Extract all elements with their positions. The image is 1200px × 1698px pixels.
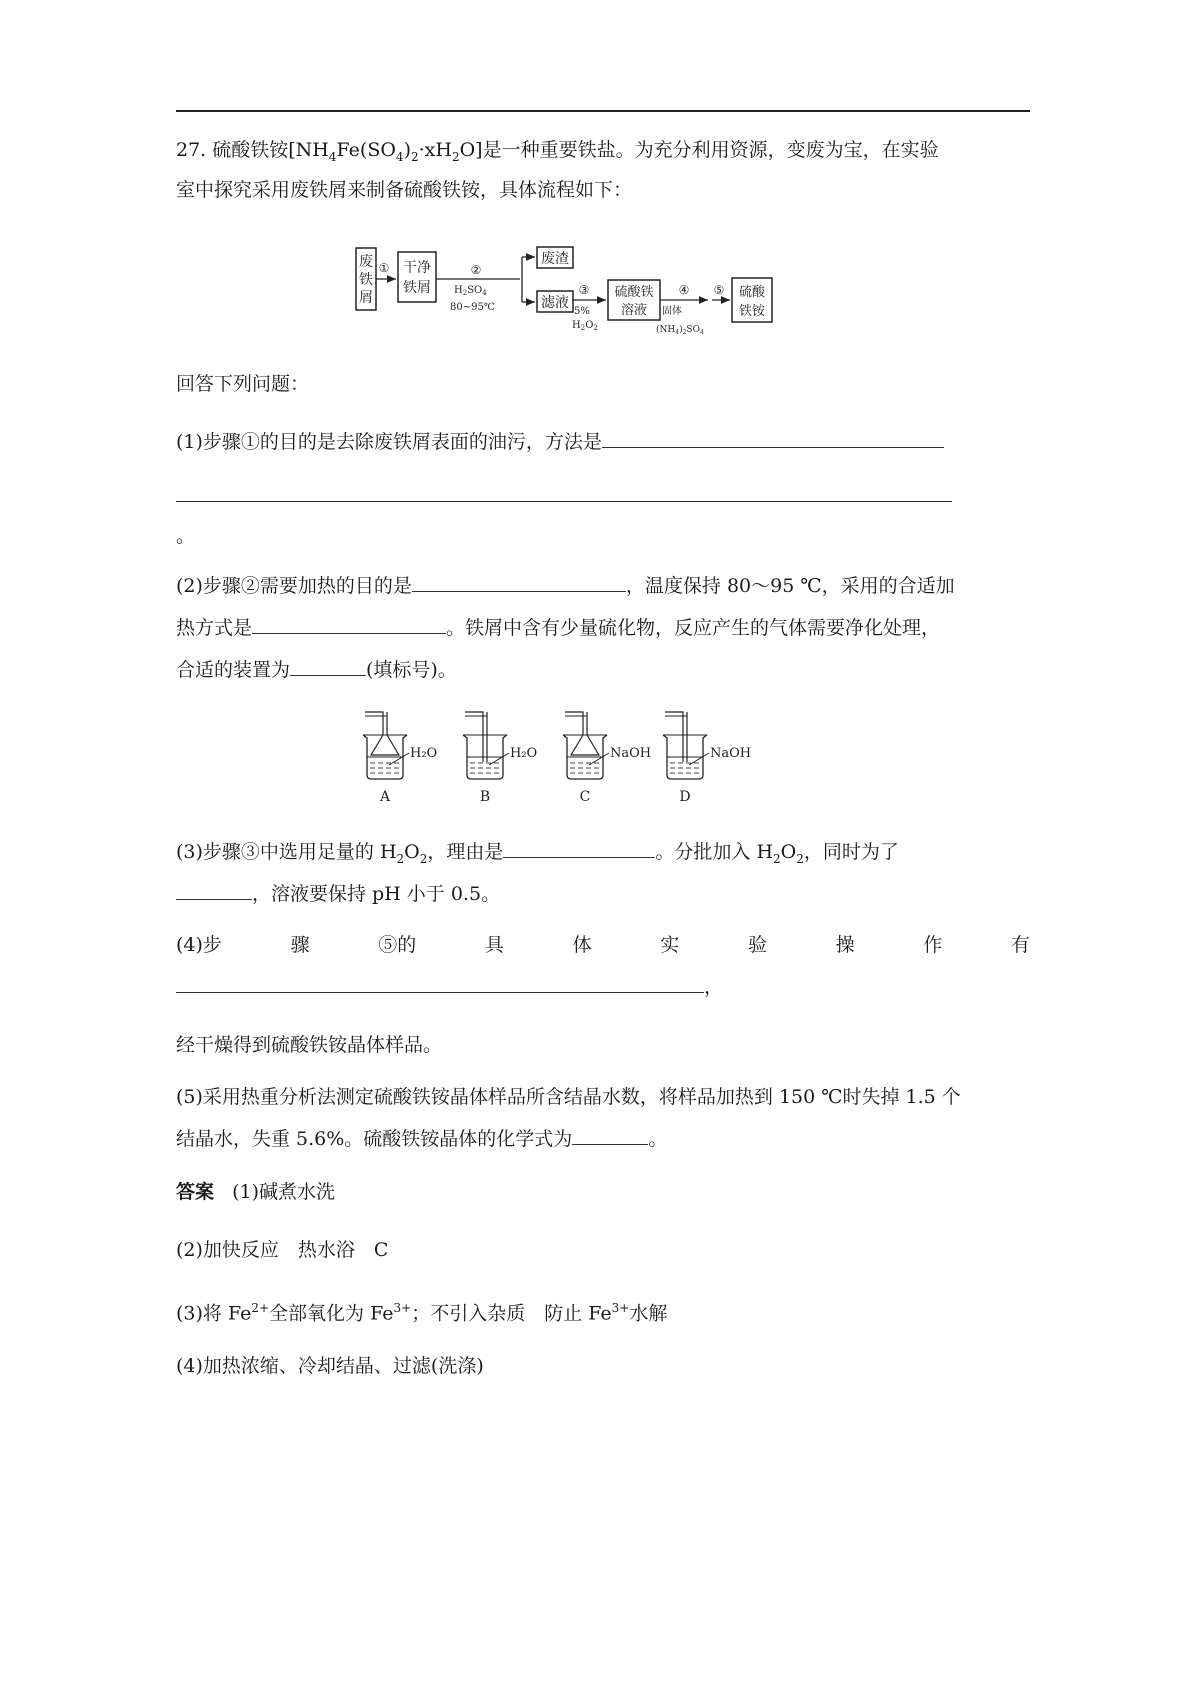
q4-word: 操 xyxy=(835,934,855,956)
answers-section: 答案 (1)碱煮水洗 (2)加快反应 热水浴 C (3)将 $Fe^{2+}$全部氧化为 $Fe^{3+}$；不引入杂质 防止 $Fe^{3+}$水解 (4)加热浓缩、冷却结晶、过滤(洗涤) xyxy=(176,1172,1030,1386)
q4-word: ⑤的 xyxy=(378,934,417,956)
answer-blank-q2-purpose[interactable] xyxy=(412,569,626,592)
prompt-text: 回答下列问题： xyxy=(176,373,310,395)
q4-word: 作 xyxy=(923,934,943,956)
svg-text:废: 废 xyxy=(359,254,373,270)
answer-blank-q2-method[interactable] xyxy=(252,611,446,634)
flow-box-clean-iron xyxy=(398,252,436,302)
process-flow-diagram xyxy=(350,240,790,354)
question-4: (4)步 骤 ⑤的 具 体 实 验 操 作 有 ， 经干燥得到硫酸铁铵晶体样品。 xyxy=(176,925,1030,1065)
question-intro-line2: 室中探究采用废铁屑来制备硫酸铁铵，具体流程如下： xyxy=(176,179,633,201)
reagent3-peroxide: $H_2O_2$ xyxy=(572,320,598,332)
liquid-label: NaOH xyxy=(610,746,652,761)
option-label: A xyxy=(379,789,391,805)
question-number: 27. xyxy=(176,139,207,161)
q4-word: 骤 xyxy=(290,934,310,956)
svg-text:废渣: 废渣 xyxy=(541,251,569,267)
svg-text:滤液: 滤液 xyxy=(541,295,569,311)
answer-2: (2)加快反应 热水浴 C xyxy=(176,1239,389,1261)
liquid-label: H₂O xyxy=(410,746,438,761)
flow-box-residue xyxy=(537,247,573,268)
header-rule xyxy=(176,110,1030,112)
flow-box-waste-iron xyxy=(356,248,376,310)
q4-word: 体 xyxy=(572,934,592,956)
flow-box-product xyxy=(732,278,772,322)
flow-box-ferric-solution xyxy=(608,280,660,320)
step3-label: ③ xyxy=(578,283,590,297)
question-4-line1 xyxy=(176,925,1030,965)
option-label: C xyxy=(579,789,591,805)
answer-blank-q2-device[interactable] xyxy=(290,653,366,676)
svg-text:溶液: 溶液 xyxy=(620,303,648,318)
beaker-b xyxy=(463,712,537,805)
beaker-d xyxy=(663,712,751,805)
question-3: (3)步骤③中选用足量的 $H_2O_2$，理由是 。分批加入 $H_2O_2$，同时为了 ，溶液要保持 pH 小于 0.5。 xyxy=(176,832,1030,914)
question-intro: 27. 硫酸铁铵$[NH_4Fe(SO_4)_2\cdot xH_2O]$是一种重要铁盐。为充分利用资源，变废为宝，在实验 室中探究采用废铁屑来制备硫酸铁铵，具体流程如下： xyxy=(176,130,1030,210)
question-1: (1)步骤①的目的是去除废铁屑表面的油污，方法是 。 xyxy=(176,422,1030,556)
q4-word: 实 xyxy=(660,934,680,956)
step4-label: ④ xyxy=(678,283,690,297)
svg-text:铁: 铁 xyxy=(359,272,373,288)
reagent2-temp: 80~95℃ xyxy=(450,302,496,313)
question-2: (2)步骤②需要加热的目的是 ，温度保持 80～95 ℃，采用的合适加 热方式是 。铁屑中含有少量硫化物，反应产生的气体需要净化处理， 合适的装置为 (填标号)。 xyxy=(176,566,1030,690)
question-5: (5)采用热重分析法测定硫酸铁铵晶体样品所含结晶水数，将样品加热到 150 ℃时失掉 1.5 个 结晶水，失重 5.6%。硫酸铁铵晶体的化学式为 。 xyxy=(176,1086,961,1150)
reagent4-salt: $(NH_4)_2SO_4$ xyxy=(656,325,704,336)
gas-absorption-apparatus xyxy=(355,705,775,814)
answers-label: 答案 xyxy=(176,1181,215,1203)
reagent3-percent: 5% xyxy=(574,306,590,317)
q4-word: (4)步 xyxy=(176,934,222,956)
beaker-a xyxy=(363,712,437,805)
svg-text:铁屑: 铁屑 xyxy=(403,280,431,296)
answer-blank-q1[interactable] xyxy=(602,425,944,448)
option-label: B xyxy=(479,789,491,805)
answer-blank-q5[interactable] xyxy=(572,1122,648,1145)
svg-text:硫酸铁: 硫酸铁 xyxy=(614,285,654,300)
step5-label: ⑤ xyxy=(713,283,725,297)
answer-3: (3)将 $Fe^{2+}$全部氧化为 $Fe^{3+}$；不引入杂质 防止 $Fe^{3+}$水解 xyxy=(176,1301,668,1325)
answer-blank-q3-purpose[interactable] xyxy=(176,877,252,900)
answer-blank-q3-reason[interactable] xyxy=(503,835,655,858)
q4-word: 具 xyxy=(484,934,504,956)
svg-text:屑: 屑 xyxy=(359,290,373,306)
option-label: D xyxy=(679,789,691,805)
svg-text:硫酸: 硫酸 xyxy=(738,285,766,300)
liquid-label: H₂O xyxy=(510,746,538,761)
q4-word: 验 xyxy=(747,934,767,956)
svg-text:干净: 干净 xyxy=(403,260,431,276)
answer-blank-q4[interactable] xyxy=(176,970,704,993)
flow-box-filtrate xyxy=(537,291,573,312)
step2-label: ② xyxy=(470,263,482,277)
reagent4-solid: 固体 xyxy=(662,306,682,317)
answer-blank-q1-cont[interactable] xyxy=(176,479,952,502)
beaker-c xyxy=(563,712,651,805)
step1-label: ① xyxy=(378,261,390,275)
answer-4: (4)加热浓缩、冷却结晶、过滤(洗涤) xyxy=(176,1355,484,1377)
reagent2-acid: $H_2SO_4$ xyxy=(454,285,487,297)
svg-text:铁铵: 铁铵 xyxy=(738,304,766,319)
q4-word: 有 xyxy=(1010,934,1030,956)
liquid-label: NaOH xyxy=(710,746,752,761)
